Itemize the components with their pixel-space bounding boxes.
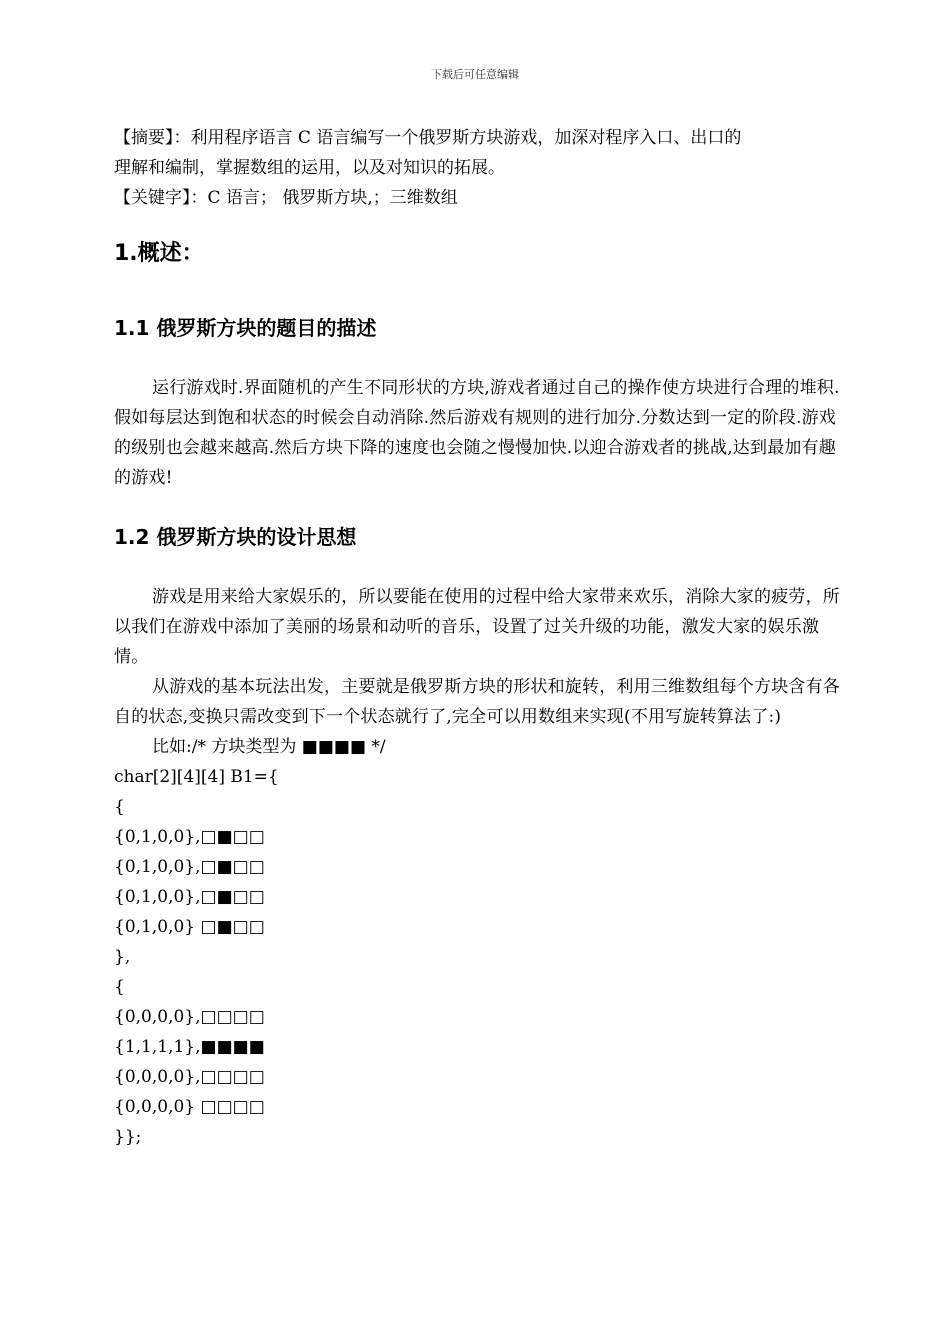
section-1-2-paragraph-2: 从游戏的基本玩法出发，主要就是俄罗斯方块的形状和旋转，利用三维数组每个方块含有各自的状态,变换只需改变到下一个状态就行了,完全可以用数组来实现(不用写旋转算法了:) bbox=[114, 677, 840, 727]
code-line: }, bbox=[114, 947, 131, 967]
document-body bbox=[114, 123, 844, 1152]
section-1-2-heading: 1.2 俄罗斯方块的设计思想 bbox=[114, 525, 357, 549]
code-line: {0,0,0,0},□□□□ bbox=[114, 1067, 265, 1087]
abstract-summary-line-2: 理解和编制，掌握数组的运用，以及对知识的拓展。 bbox=[114, 158, 505, 178]
abstract-summary-line-1: 【摘要】：利用程序语言 C 语言编写一个俄罗斯方块游戏，加深对程序入口、出口的 bbox=[114, 128, 742, 148]
code-block bbox=[114, 762, 844, 1152]
code-line: { bbox=[114, 977, 125, 997]
code-line: char[2][4][4] B1={ bbox=[114, 767, 279, 787]
code-line: {0,1,0,0},□■□□ bbox=[114, 857, 265, 877]
code-line: }}; bbox=[114, 1127, 142, 1147]
page-header: 下载后可任意编辑 bbox=[431, 68, 519, 81]
section-1-1-body bbox=[114, 373, 844, 493]
code-line: {0,0,0,0} □□□□ bbox=[114, 1097, 265, 1117]
code-line: {0,1,0,0},□■□□ bbox=[114, 827, 265, 847]
code-line: {1,1,1,1},■■■■ bbox=[114, 1037, 265, 1057]
section-1-1-heading: 1.1 俄罗斯方块的题目的描述 bbox=[114, 316, 377, 340]
code-line: {0,1,0,0} □■□□ bbox=[114, 917, 265, 937]
section-1-2-body bbox=[114, 582, 844, 1152]
section-1-2-paragraph-1: 游戏是用来给大家娱乐的，所以要能在使用的过程中给大家带来欢乐，消除大家的疲劳，所以我们在游戏中添加了美丽的场景和动听的音乐，设置了过关升级的功能，激发大家的娱乐激情。 bbox=[114, 587, 840, 667]
code-line: {0,1,0,0},□■□□ bbox=[114, 887, 265, 907]
chapter-1-heading: 1.概述： bbox=[114, 241, 204, 266]
section-1-1-paragraph: 运行游戏时.界面随机的产生不同形状的方块,游戏者通过自己的操作使方块进行合理的堆积.假如每层达到饱和状态的时候会自动消除.然后游戏有规则的进行加分.分数达到一定的阶段.游戏的级别也会越来越高.然后方块下降的速度也会随之慢慢加快.以迎合游戏者的挑战,达到最加有趣的游戏! bbox=[114, 378, 840, 488]
code-line: { bbox=[114, 797, 125, 817]
abstract-keywords: 【关键字】：C 语言； 俄罗斯方块,；三维数组 bbox=[114, 188, 458, 208]
abstract-block bbox=[114, 123, 844, 213]
code-line: {0,0,0,0},□□□□ bbox=[114, 1007, 265, 1027]
code-intro-line: 比如:/* 方块类型为 ■■■■ */ bbox=[152, 737, 386, 757]
